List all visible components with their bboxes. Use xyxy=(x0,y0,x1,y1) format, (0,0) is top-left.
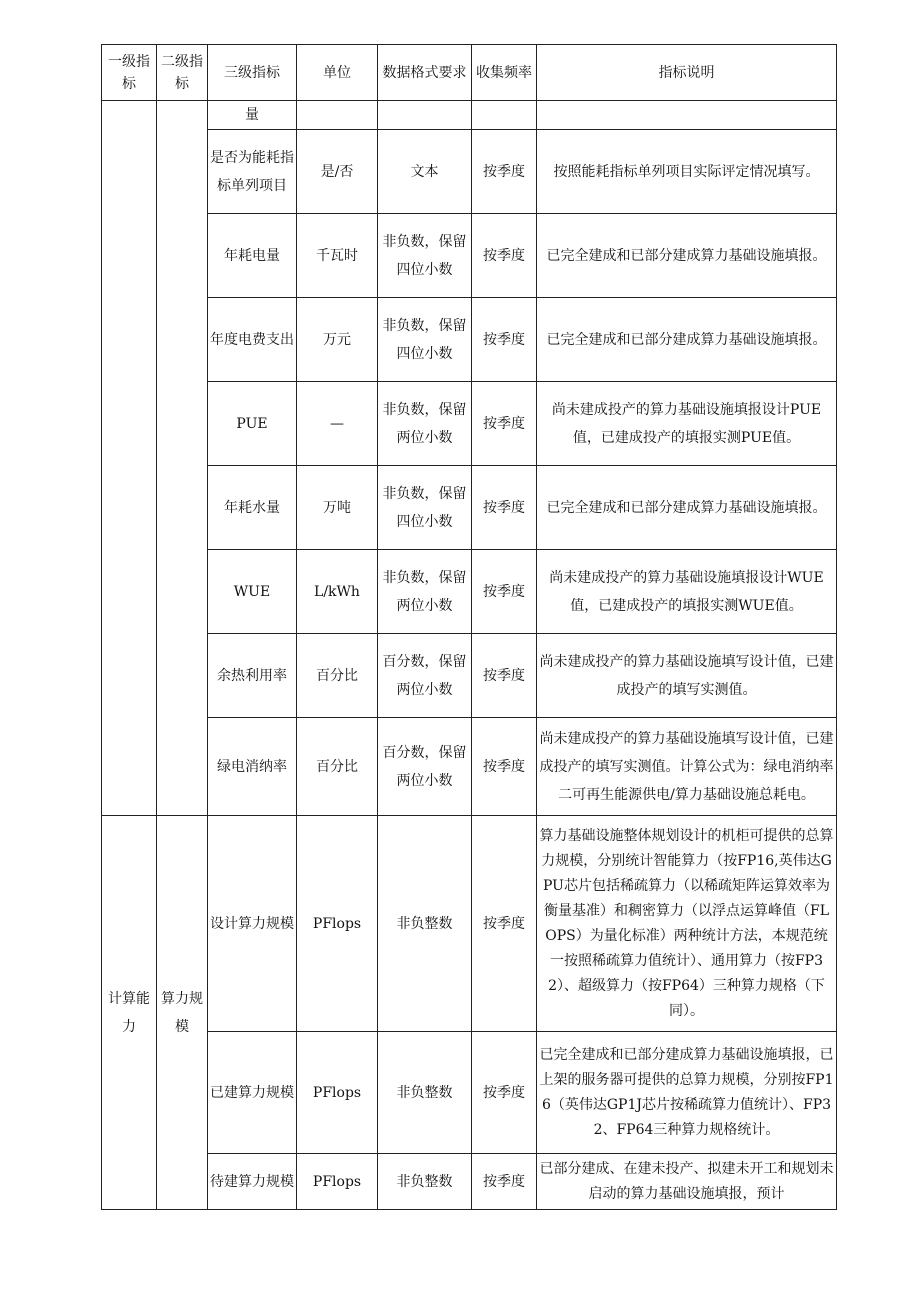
frequency-cell: 按季度 xyxy=(472,382,537,466)
unit-cell: 千瓦时 xyxy=(297,214,378,298)
level1-cell-empty xyxy=(102,101,157,816)
frequency-cell: 按季度 xyxy=(472,1154,537,1210)
format-cell xyxy=(378,101,472,130)
level3-cell: 年耗电量 xyxy=(208,214,297,298)
level3-cell: PUE xyxy=(208,382,297,466)
description-cell: 尚未建成投产的算力基础设施填写设计值，已建成投产的填写实测值。 xyxy=(537,634,837,718)
description-cell: 尚未建成投产的算力基础设施填报设计WUE值，已建成投产的填报实测WUE值。 xyxy=(537,550,837,634)
format-cell: 非负数，保留两位小数 xyxy=(378,382,472,466)
level1-cell: 计算能力 xyxy=(102,816,157,1210)
description-cell: 已部分建成、在建未投产、拟建未开工和规划未启动的算力基础设施填报，预计 xyxy=(537,1154,837,1210)
table-row xyxy=(102,634,837,718)
description-cell: 已完全建成和已部分建成算力基础设施填报。 xyxy=(537,466,837,550)
level3-cell: 待建算力规模 xyxy=(208,1154,297,1210)
level3-cell: WUE xyxy=(208,550,297,634)
description-cell: 已完全建成和已部分建成算力基础设施填报，已上架的服务器可提供的总算力规模，分别按FP16（英伟达GP1J芯片按稀疏算力值统计）、FP32、FP64三种算力规格统计。 xyxy=(537,1032,837,1154)
table-row xyxy=(102,466,837,550)
header-description: 指标说明 xyxy=(537,45,837,101)
table-row xyxy=(102,550,837,634)
header-level1: 一级指标 xyxy=(102,45,157,101)
unit-cell: 是/否 xyxy=(297,130,378,214)
description-cell: 尚未建成投产的算力基础设施填写设计值，已建成投产的填写实测值。计算公式为：绿电消纳率二可再生能源供电/算力基础设施总耗电。 xyxy=(537,718,837,816)
header-unit: 单位 xyxy=(297,45,378,101)
format-cell: 非负整数 xyxy=(378,1154,472,1210)
header-level2: 二级指标 xyxy=(157,45,208,101)
description-cell: 已完全建成和已部分建成算力基础设施填报。 xyxy=(537,214,837,298)
frequency-cell: 按季度 xyxy=(472,1032,537,1154)
level3-cell: 余热利用率 xyxy=(208,634,297,718)
frequency-cell xyxy=(472,101,537,130)
format-cell: 百分数，保留两位小数 xyxy=(378,634,472,718)
level2-cell-empty xyxy=(157,101,208,816)
table-row xyxy=(102,382,837,466)
unit-cell: L/kWh xyxy=(297,550,378,634)
format-cell: 非负数，保留四位小数 xyxy=(378,298,472,382)
level3-cell: 年度电费支出 xyxy=(208,298,297,382)
frequency-cell: 按季度 xyxy=(472,214,537,298)
frequency-cell: 按季度 xyxy=(472,550,537,634)
table-row xyxy=(102,816,837,1032)
format-cell: 非负整数 xyxy=(378,816,472,1032)
frequency-cell: 按季度 xyxy=(472,816,537,1032)
frequency-cell: 按季度 xyxy=(472,466,537,550)
level2-cell: 算力规模 xyxy=(157,816,208,1210)
frequency-cell: 按季度 xyxy=(472,130,537,214)
frequency-cell: 按季度 xyxy=(472,718,537,816)
frequency-cell: 按季度 xyxy=(472,298,537,382)
format-cell: 非负数，保留四位小数 xyxy=(378,214,472,298)
header-frequency: 收集频率 xyxy=(472,45,537,101)
indicator-table xyxy=(101,44,837,1210)
unit-cell: PFlops xyxy=(297,816,378,1032)
unit-cell: PFlops xyxy=(297,1154,378,1210)
table-row xyxy=(102,1154,837,1210)
format-cell: 非负整数 xyxy=(378,1032,472,1154)
table-row xyxy=(102,1032,837,1154)
level3-cell: 已建算力规模 xyxy=(208,1032,297,1154)
level3-cell: 量 xyxy=(208,101,297,130)
unit-cell: — xyxy=(297,382,378,466)
table-row xyxy=(102,298,837,382)
description-cell: 按照能耗指标单列项目实际评定情况填写。 xyxy=(537,130,837,214)
table-row xyxy=(102,214,837,298)
description-cell xyxy=(537,101,837,130)
level3-cell: 是否为能耗指标单列项目 xyxy=(208,130,297,214)
unit-cell: 百分比 xyxy=(297,634,378,718)
unit-cell: 万吨 xyxy=(297,466,378,550)
table-row xyxy=(102,130,837,214)
unit-cell: PFlops xyxy=(297,1032,378,1154)
header-level3: 三级指标 xyxy=(208,45,297,101)
table-row xyxy=(102,718,837,816)
table-row xyxy=(102,101,837,130)
format-cell: 非负数，保留四位小数 xyxy=(378,466,472,550)
header-format: 数据格式要求 xyxy=(378,45,472,101)
frequency-cell: 按季度 xyxy=(472,634,537,718)
unit-cell: 百分比 xyxy=(297,718,378,816)
description-cell: 算力基础设施整体规划设计的机柜可提供的总算力规模，分别统计智能算力（按FP16,英伟达GPU芯片包括稀疏算力（以稀疏矩阵运算效率为衡量基准）和稠密算力（以浮点运算峰值（FLOPS）为量化标准）两种统计方法，本规范统一按照稀疏算力值统计）、通用算力（按FP32）、超级算力（按FP64）三种算力规格（下同）。 xyxy=(537,816,837,1032)
level3-cell: 年耗水量 xyxy=(208,466,297,550)
description-cell: 已完全建成和已部分建成算力基础设施填报。 xyxy=(537,298,837,382)
format-cell: 百分数，保留两位小数 xyxy=(378,718,472,816)
header-row xyxy=(102,45,837,101)
unit-cell xyxy=(297,101,378,130)
level3-cell: 设计算力规模 xyxy=(208,816,297,1032)
description-cell: 尚未建成投产的算力基础设施填报设计PUE值，已建成投产的填报实测PUE值。 xyxy=(537,382,837,466)
unit-cell: 万元 xyxy=(297,298,378,382)
format-cell: 文本 xyxy=(378,130,472,214)
level3-cell: 绿电消纳率 xyxy=(208,718,297,816)
format-cell: 非负数，保留两位小数 xyxy=(378,550,472,634)
